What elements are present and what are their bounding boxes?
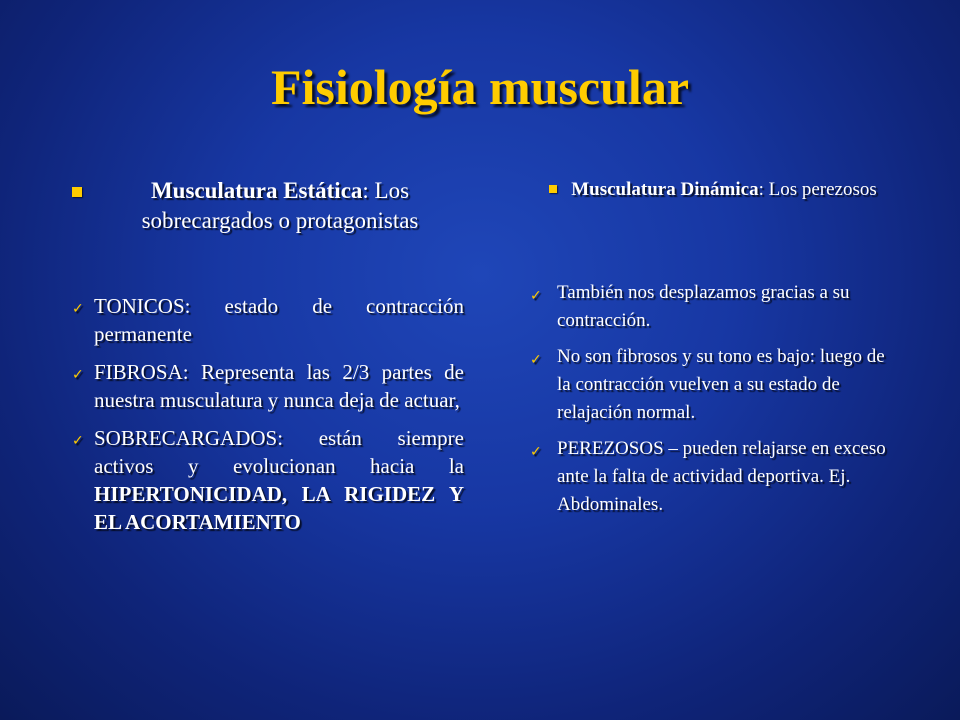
square-bullet-icon: [72, 187, 82, 197]
item-text: estado de contracción permanente: [94, 294, 464, 346]
item-text: Representa las 2/3 partes de nuestra musculatura y nunca deja de actuar,: [94, 360, 464, 412]
left-heading-strong: Musculatura Estática: [150, 178, 363, 203]
list-item: [72, 358, 464, 414]
list-item: [528, 435, 898, 519]
checkmark-icon: ✓: [530, 444, 542, 460]
right-heading-strong: Musculatura Dinámica: [571, 179, 759, 200]
checkmark-icon: ✓: [72, 367, 84, 383]
left-heading: [72, 176, 464, 236]
checkmark-icon: ✓: [72, 301, 84, 317]
list-item: [528, 279, 898, 335]
item-text: También nos desplazamos gracias a su contracción.: [557, 282, 850, 331]
checkmark-icon: ✓: [72, 433, 84, 449]
right-heading: [528, 176, 898, 203]
right-column: [528, 176, 898, 527]
item-text: están siempre activos y evolucionan hacia la: [94, 426, 464, 478]
item-emphasis: HIPERTONICIDAD, LA RIGIDEZ Y EL ACORTAMIENTO: [94, 482, 464, 534]
left-list: [72, 292, 464, 536]
list-item: [528, 343, 898, 427]
left-column: [72, 176, 464, 546]
item-text: PEREZOSOS – pueden relajarse en exceso ante la falta de actividad deportiva. Ej. Abdominales.: [557, 438, 886, 515]
list-item: [72, 292, 464, 348]
left-heading-rest: : Los sobrecargados o protagonistas: [141, 178, 419, 233]
checkmark-icon: ✓: [530, 288, 542, 304]
checkmark-icon: ✓: [530, 352, 542, 368]
item-label: TONICOS:: [94, 294, 191, 318]
square-bullet-icon: [549, 185, 557, 193]
right-heading-rest: : Los perezosos: [758, 179, 877, 200]
item-text: No son fibrosos y su tono es bajo: luego de la contracción vuelven a su estado de relajación normal.: [557, 346, 885, 423]
slide-title: Fisiología muscular: [270, 59, 690, 115]
item-label: SOBRECARGADOS:: [94, 426, 284, 450]
list-item: [72, 424, 464, 536]
right-list: [528, 279, 898, 519]
item-label: FIBROSA:: [94, 360, 189, 384]
